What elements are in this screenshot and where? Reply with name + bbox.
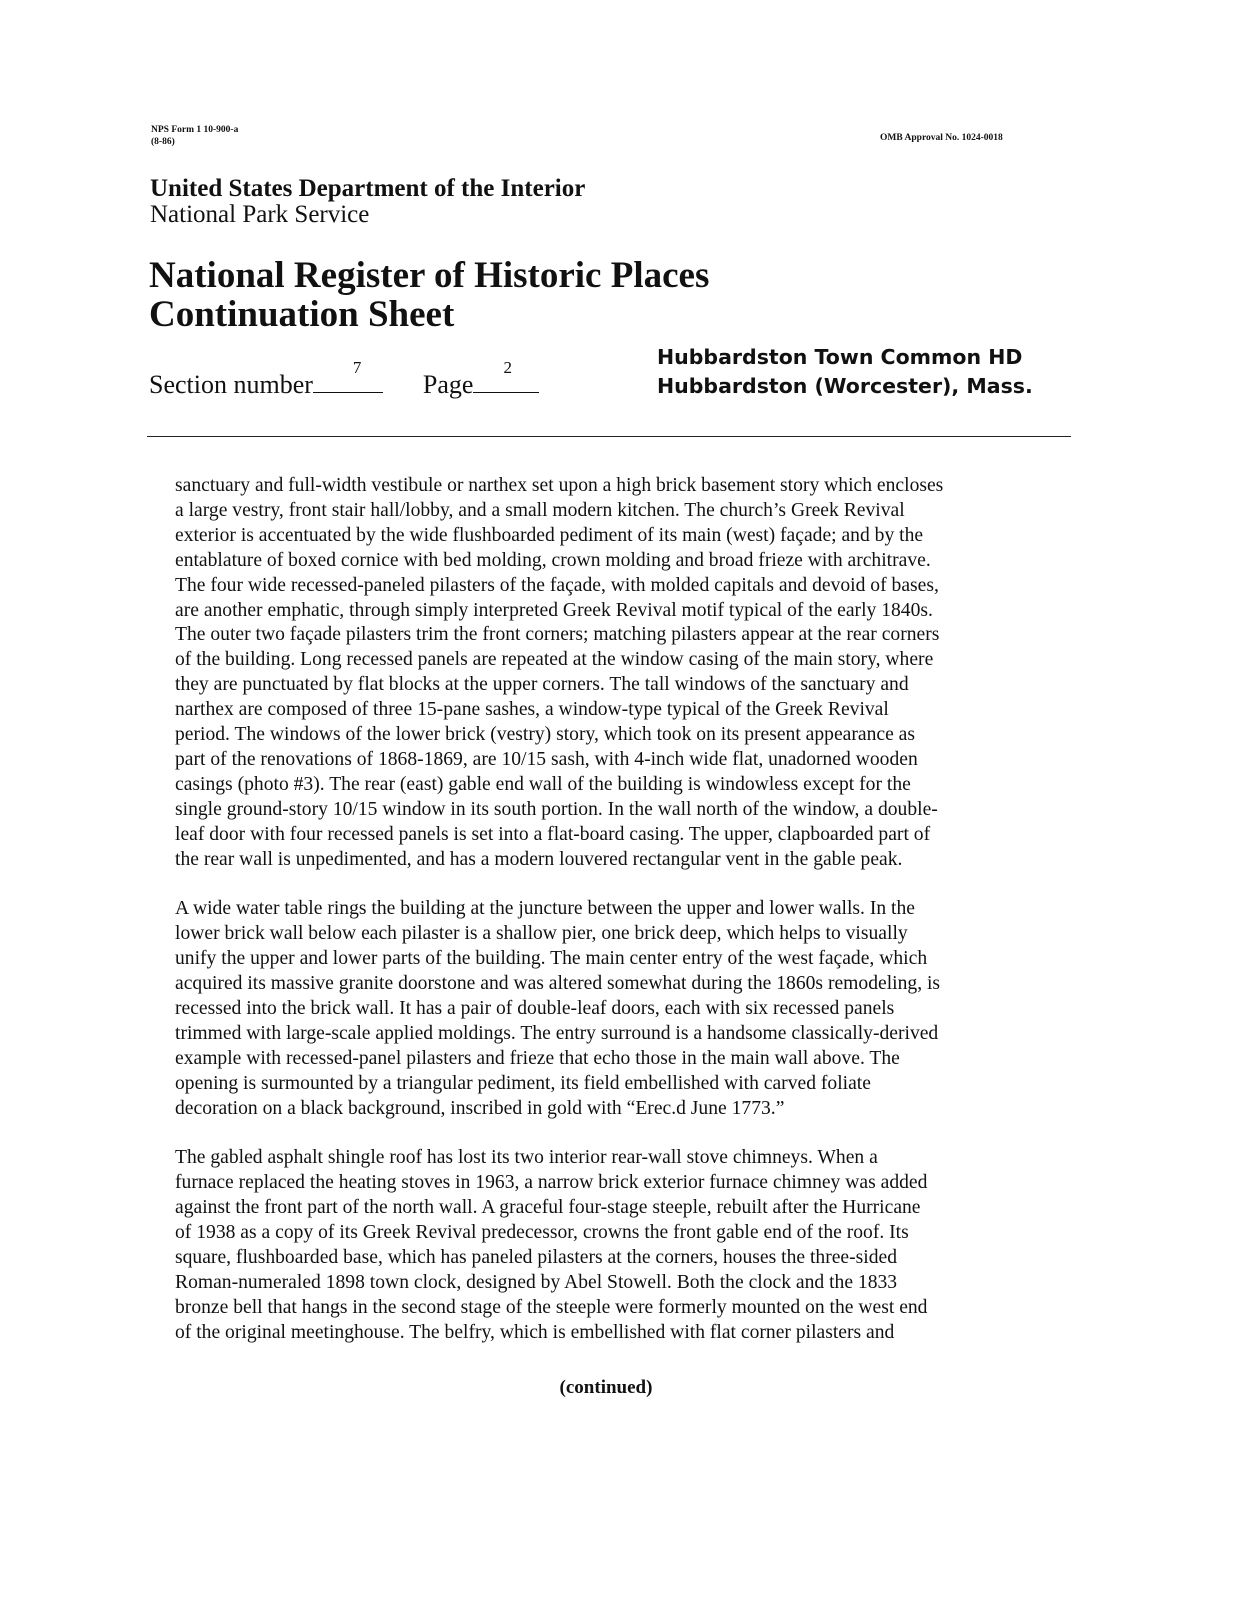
- property-name: Hubbardston Town Common HD: [657, 345, 1023, 369]
- form-number: NPS Form 1 10-900-a: [151, 125, 239, 135]
- continued-note: (continued): [559, 1377, 653, 1398]
- paragraph: sanctuary and full-width vestibule or narthex set upon a high brick basement story which encloses a large vestry, front stair hall/lobby, and a small modern kitchen. The church’s Greek Revival exterior is accentuated by the wide flushboarded pediment of its main (west) façade; and by the entablature of boxed cornice with bed molding, crown molding and broad frieze with architrave. The four wide recessed-paneled pilasters of the façade, with molded capitals and devoid of bases, are another emphatic, through simply interpreted Greek Revival motif typical of the early 1840s. The outer two façade pilasters trim the front corners; matching pilasters appear at the rear corners of the building. Long recessed panels are repeated at the window casing of the main story, where they are punctuated by flat blocks at the upper corners. The tall windows of the sanctuary and narthex are composed of three 15-pane sashes, a window-type typical of the Greek Revival period. The windows of the lower brick (vestry) story, which took on its present appearance as part of the renovations of 1868-1869, are 10/15 sash, with 4-inch wide flat, unadorned wooden casings (photo #3). The rear (east) gable end wall of the building is windowless except for the single ground-story 10/15 window in its south portion. In the wall north of the window, a double- leaf door with four recessed panels is set into a flat-board casing. The upper, clapboarded part of the rear wall is unpedimented, and has a modern louvered rectangular vent in the gable peak.: [175, 475, 944, 870]
- header-divider: [147, 436, 1071, 437]
- page-number-field: [473, 358, 539, 393]
- page-label: Page: [422, 370, 474, 399]
- paragraph: The gabled asphalt shingle roof has lost its two interior rear-wall stove chimneys. When a furnace replaced the heating stoves in 1963, a narrow brick exterior furnace chimney was added against the front part of the north wall. A graceful four-stage steeple, rebuilt after the Hurricane of 1938 as a copy of its Greek Revival predecessor, crowns the front gable end of the roof. Its square, flushboarded base, which has paneled pilasters at the corners, houses the three-sided Roman-numeraled 1898 town clock, designed by Abel Stowell. Both the clock and the 1833 bronze bell that hangs in the second stage of the steeple were formerly mounted on the west end of the original meetinghouse. The belfry, which is embellished with flat corner pilasters and: [175, 1147, 928, 1343]
- page-number-value: 2: [503, 358, 512, 377]
- form-identifier: [151, 124, 238, 148]
- body-text: [175, 474, 1055, 1371]
- sheet-title: Continuation Sheet: [149, 294, 455, 335]
- property-location: Hubbardston (Worcester), Mass.: [657, 374, 1033, 398]
- property-block: [657, 343, 1033, 401]
- paragraph: A wide water table rings the building at the juncture between the upper and lower walls. In the lower brick wall below each pilaster is a shallow pier, one brick deep, which helps to visually unify the upper and lower parts of the building. The main center entry of the west façade, which acquired its massive granite doorstone and was altered somewhat during the 1860s remodeling, is recessed into the brick wall. It has a pair of double-leaf doors, each with six recessed panels trimmed with large-scale applied moldings. The entry surround is a handsome classically-derived example with recessed-panel pilasters and frieze that echo those in the main wall above. The opening is surmounted by a triangular pediment, its field embellished with carved foliate decoration on a black background, inscribed in gold with “Erec.d June 1773.”: [175, 898, 941, 1119]
- form-date: (8-86): [151, 137, 175, 147]
- service-name: National Park Service: [150, 201, 370, 228]
- section-number-field: [313, 358, 383, 393]
- register-title: National Register of Historic Places: [149, 255, 710, 296]
- section-number-value: 7: [352, 358, 362, 377]
- section-page-row: [149, 358, 539, 400]
- omb-approval: OMB Approval No. 1024-0018: [880, 133, 1003, 143]
- section-number-label: Section number: [149, 370, 313, 399]
- department-name: United States Department of the Interior: [150, 175, 586, 202]
